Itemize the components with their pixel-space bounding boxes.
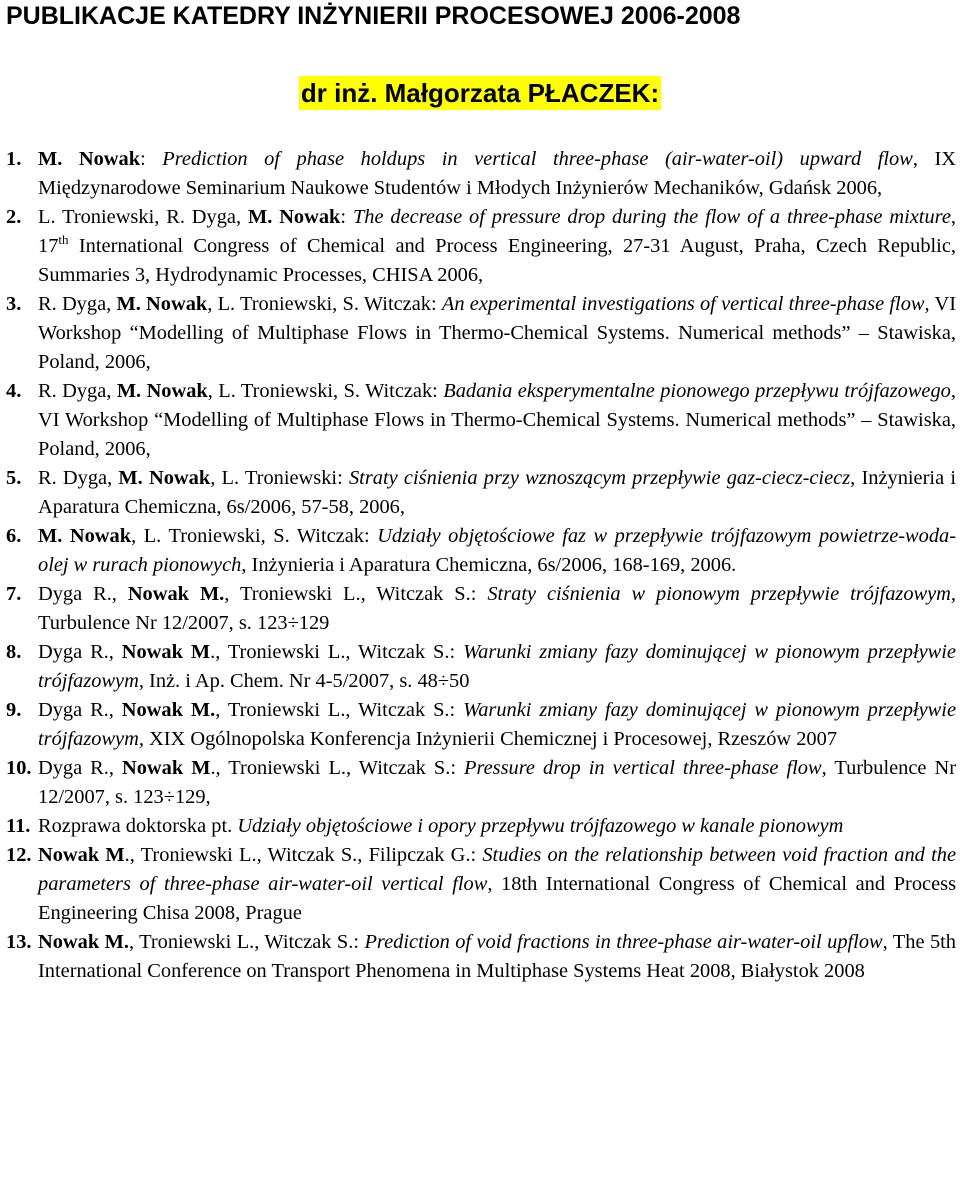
- publication-item: [6, 754, 956, 812]
- publication-text: Dyga R., Nowak M., Troniewski L., Witczak S.: Warunki zmiany fazy dominującej w pionowym przepływie trójfazowym, Inż. i Ap. Chem. Nr 4-5/2007, s. 48÷50: [38, 641, 956, 692]
- publication-number: 8.: [6, 641, 22, 663]
- publication-number: 10.: [6, 757, 32, 779]
- publication-number: 11.: [6, 815, 31, 837]
- publication-text: R. Dyga, M. Nowak, L. Troniewski, S. Witczak: Badania eksperymentalne pionowego przepływu trójfazowego, VI Workshop “Modelling of Multiphase Flows in Thermo-Chemical Systems. Numerical methods” – Stawiska, Poland, 2006,: [38, 380, 956, 460]
- publication-item: [6, 928, 956, 986]
- publication-item: [6, 580, 956, 638]
- publication-item: [6, 464, 956, 522]
- publication-number: 7.: [6, 583, 22, 605]
- publication-text: Dyga R., Nowak M., Troniewski L., Witczak S.: Pressure drop in vertical three-phase flow, Turbulence Nr 12/2007, s. 123÷129,: [38, 757, 956, 808]
- publication-item: [6, 638, 956, 696]
- publication-number: 13.: [6, 931, 32, 953]
- publication-item: [6, 812, 956, 841]
- publication-text: Dyga R., Nowak M., Troniewski L., Witczak S.: Straty ciśnienia w pionowym przepływie trójfazowym, Turbulence Nr 12/2007, s. 123÷129: [38, 583, 956, 634]
- publication-number: 6.: [6, 525, 22, 547]
- publication-text: L. Troniewski, R. Dyga, M. Nowak: The decrease of pressure drop during the flow of a three-phase mixture, 17th International Congress of Chemical and Process Engineering, 27-31 August, Praha, Czech Republic, Summaries 3, Hydrodynamic Processes, CHISA 2006,: [38, 206, 957, 286]
- publication-number: 2.: [6, 206, 22, 228]
- publication-text: M. Nowak, L. Troniewski, S. Witczak: Udziały objętościowe faz w przepływie trójfazowym powietrze-woda-olej w rurach pionowych, Inżynieria i Aparatura Chemiczna, 6s/2006, 168-169, 2006.: [38, 525, 957, 576]
- publication-item: [6, 203, 956, 290]
- publication-text: M. Nowak: Prediction of phase holdups in vertical three-phase (air-water-oil) upward flow, IX Międzynarodowe Seminarium Naukowe Studentów i Młodych Inżynierów Mechaników, Gdańsk 2006,: [38, 148, 956, 199]
- publication-number: 1.: [6, 148, 22, 170]
- publication-list: [6, 145, 956, 986]
- page-title: PUBLIKACJE KATEDRY INŻYNIERII PROCESOWEJ 2006-2008: [6, 2, 741, 30]
- publication-number: 9.: [6, 699, 22, 721]
- publication-number: 5.: [6, 467, 22, 489]
- publication-text: R. Dyga, M. Nowak, L. Troniewski, S. Witczak: An experimental investigations of vertical three-phase flow, VI Workshop “Modelling of Multiphase Flows in Thermo-Chemical Systems. Numerical methods” – Stawiska, Poland, 2006,: [38, 293, 956, 373]
- author-heading: dr inż. Małgorzata PŁACZEK:: [300, 78, 660, 108]
- publication-number: 12.: [6, 844, 32, 866]
- author-heading-wrap: [0, 76, 960, 110]
- publication-item: [6, 841, 956, 928]
- publication-item: [6, 522, 956, 580]
- publication-text: Nowak M., Troniewski L., Witczak S.: Prediction of void fractions in three-phase air-water-oil upflow, The 5th International Conference on Transport Phenomena in Multiphase Systems Heat 2008, Białystok 2008: [38, 931, 956, 982]
- publication-item: [6, 145, 956, 203]
- publication-text: Rozprawa doktorska pt. Udziały objętościowe i opory przepływu trójfazowego w kanale pionowym: [38, 815, 844, 837]
- publication-item: [6, 696, 956, 754]
- publication-number: 3.: [6, 293, 22, 315]
- publication-text: Nowak M., Troniewski L., Witczak S., Filipczak G.: Studies on the relationship between void fraction and the parameters of three-phase air-water-oil vertical flow, 18th International Congress of Chemical and Process Engineering Chisa 2008, Prague: [38, 844, 957, 924]
- publication-text: R. Dyga, M. Nowak, L. Troniewski: Straty ciśnienia przy wznoszącym przepływie gaz-ciecz-ciecz, Inżynieria i Aparatura Chemiczna, 6s/2006, 57-58, 2006,: [38, 467, 957, 518]
- publication-item: [6, 377, 956, 464]
- publication-item: [6, 290, 956, 377]
- publication-text: Dyga R., Nowak M., Troniewski L., Witczak S.: Warunki zmiany fazy dominującej w pionowym przepływie trójfazowym, XIX Ogólnopolska Konferencja Inżynierii Chemicznej i Procesowej, Rzeszów 2007: [38, 699, 956, 750]
- publication-number: 4.: [6, 380, 22, 402]
